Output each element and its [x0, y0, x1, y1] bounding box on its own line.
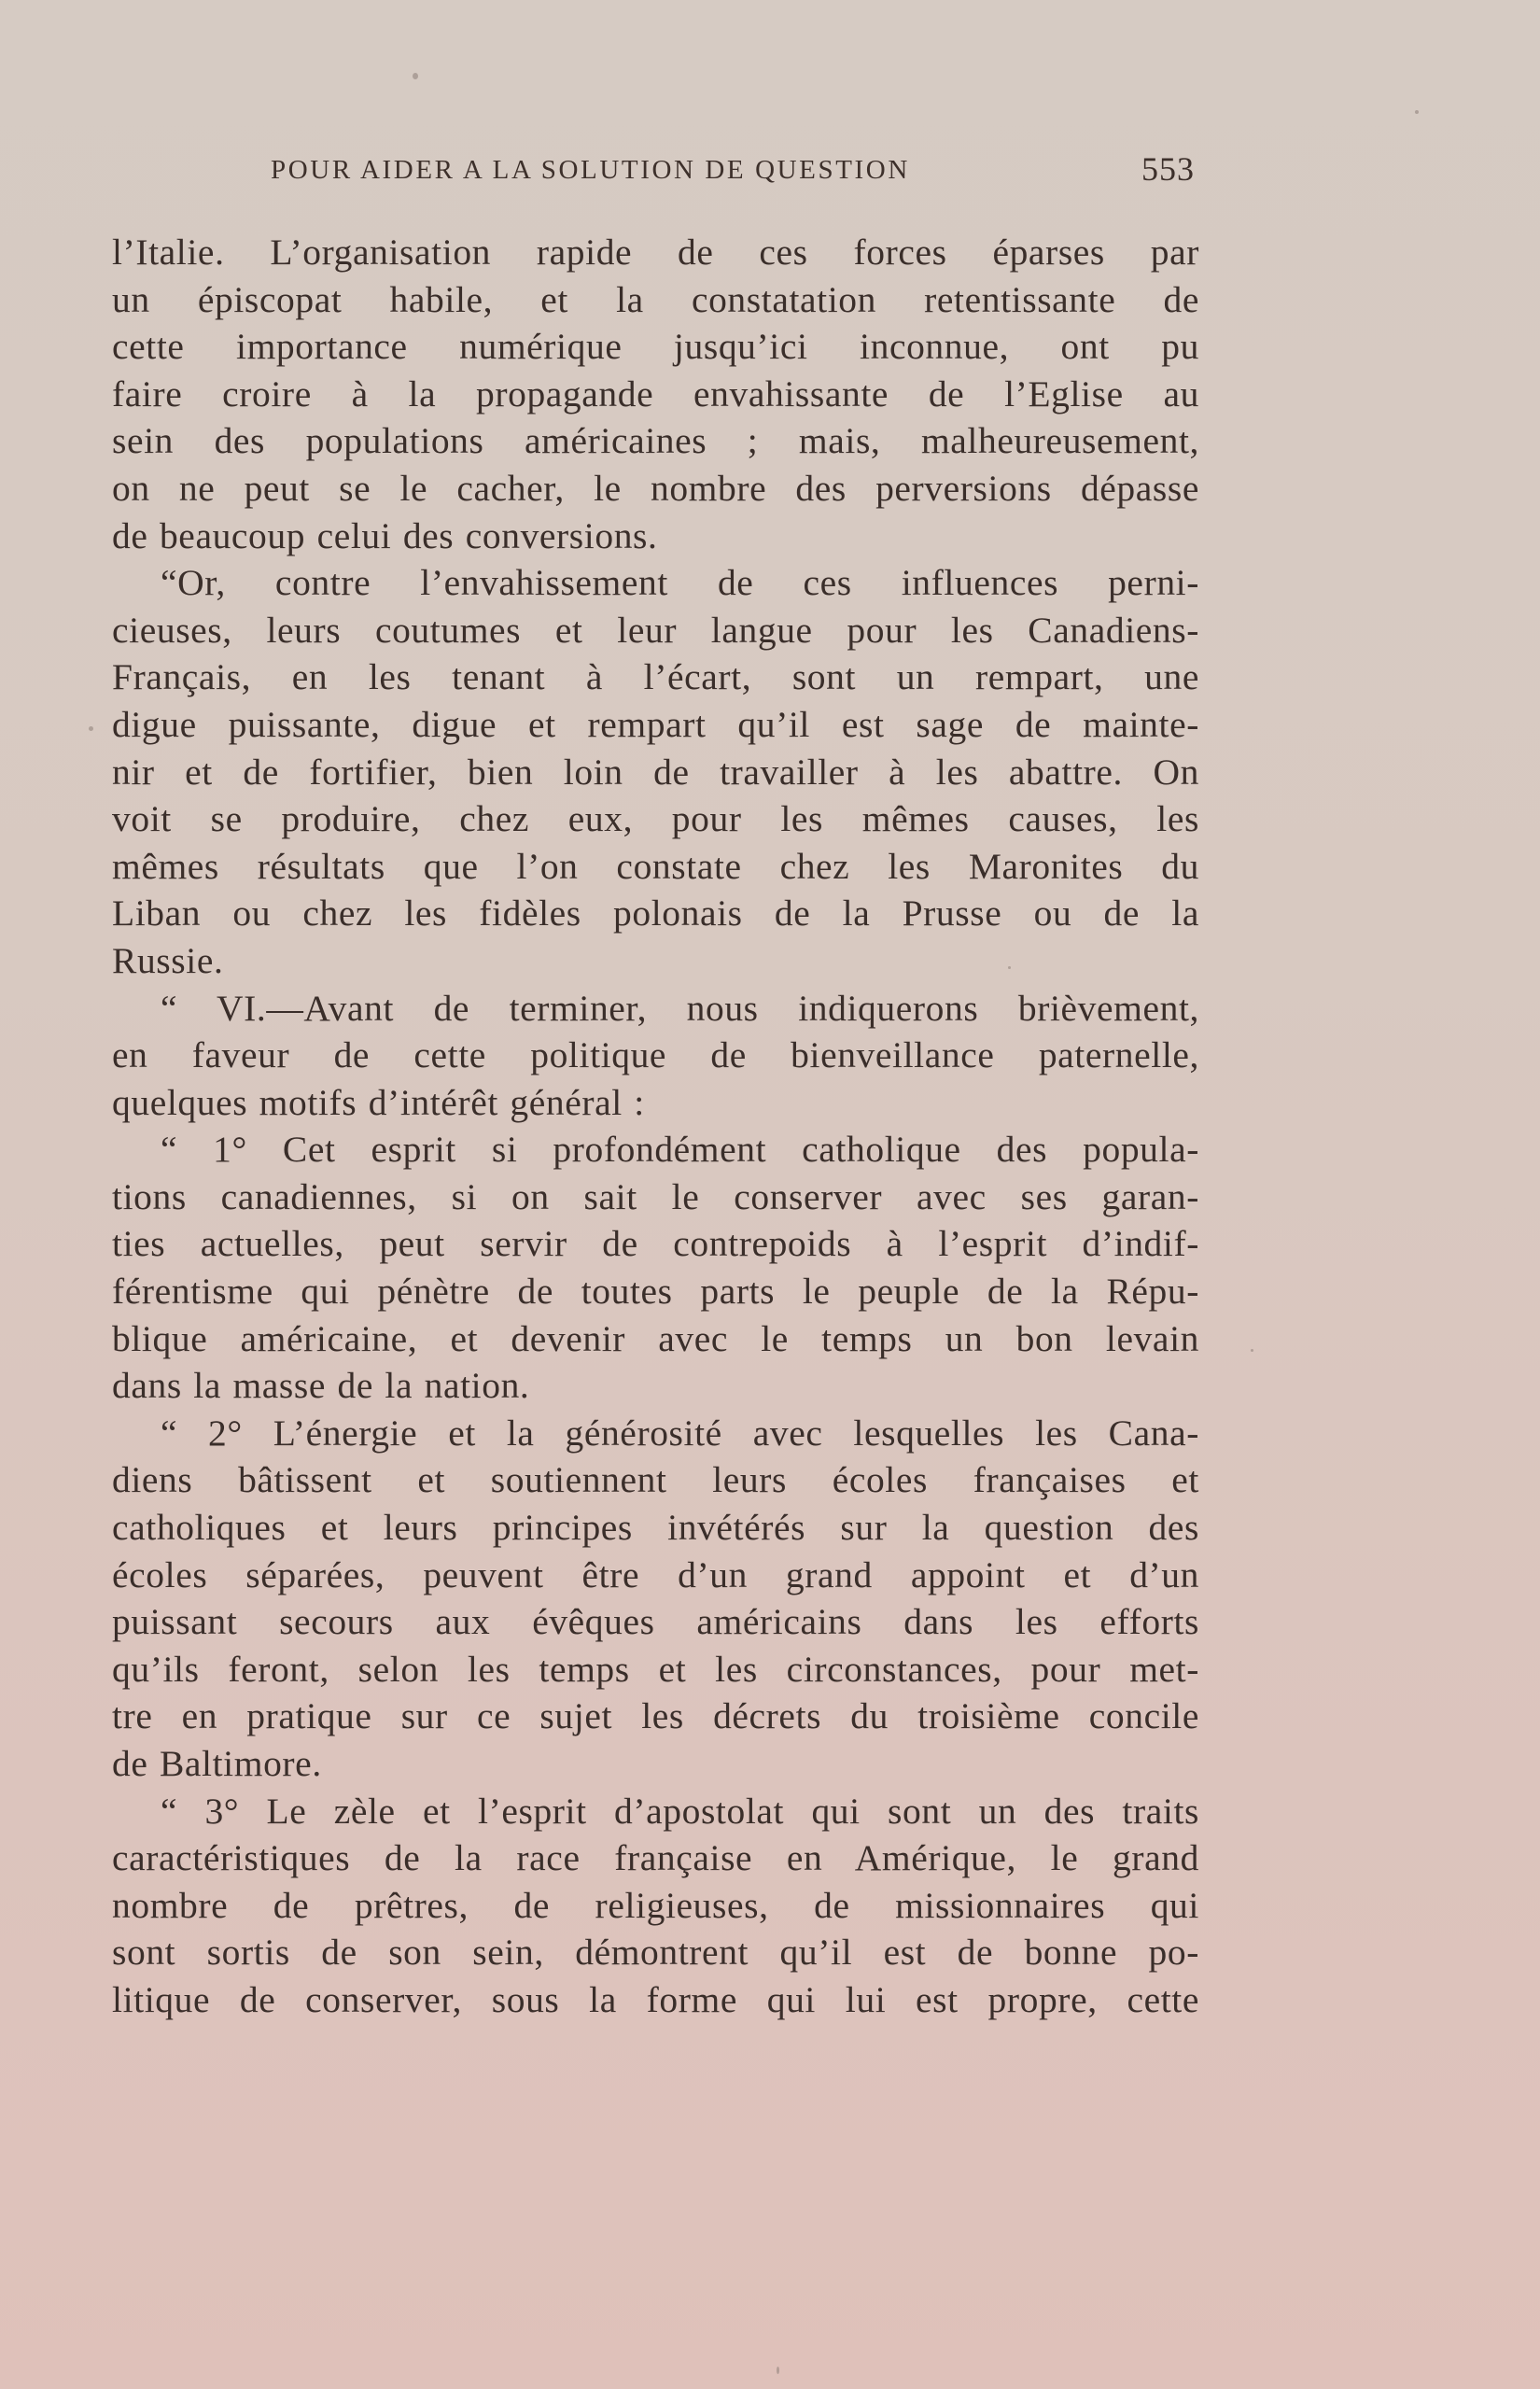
text-line: “ 1° Cet esprit si profondément catholique des popula- — [161, 1129, 1199, 1171]
text-line: l’Italie. L’organisation rapide de ces forces éparses par — [112, 232, 1199, 273]
text-line: nombre de prêtres, de religieuses, de missionnaires qui — [112, 1884, 1199, 1926]
page-number: 553 — [1141, 150, 1195, 188]
text-line: férentisme qui pénètre de toutes parts le peuple de la Répu- — [112, 1271, 1199, 1313]
running-head — [271, 149, 1195, 190]
text-line: sont sortis de son sein, démontrent qu’il est de bonne po- — [112, 1932, 1199, 1974]
text-line: “Or, contre l’envahissement de ces influences perni- — [161, 562, 1199, 604]
text-line: Liban ou chez les fidèles polonais de la Prusse ou de la — [112, 892, 1199, 935]
body-text — [112, 229, 1199, 2024]
running-title: POUR AIDER A LA SOLUTION DE QUESTION — [271, 155, 910, 185]
text-line: ties actuelles, peut servir de contrepoids à l’esprit d’indif- — [112, 1223, 1199, 1265]
text-line: litique de conserver, sous la forme qui lui est propre, cette — [112, 1978, 1199, 2020]
text-line: nir et de fortifier, bien loin de travailler à les abattre. On — [112, 751, 1199, 793]
text-line: cieuses, leurs coutumes et leur langue pour les Canadiens- — [112, 609, 1199, 651]
text-line: puissant secours aux évêques américains dans les efforts — [112, 1601, 1199, 1643]
text-line: de beaucoup celui des conversions. — [112, 514, 658, 556]
text-line: Français, en les tenant à l’écart, sont un rempart, une — [112, 656, 1199, 698]
text-line: caractéristiques de la race française en Amérique, le grand — [112, 1837, 1199, 1879]
text-line: quelques motifs d’intérêt général : — [112, 1081, 645, 1123]
text-line: voit se produire, chez eux, pour les mêmes causes, les — [112, 798, 1199, 840]
text-line: en faveur de cette politique de bienveillance paternelle, — [112, 1034, 1199, 1076]
text-line: “ 2° L’énergie et la générosité avec lesquelles les Cana- — [161, 1412, 1199, 1454]
text-line: de Baltimore. — [112, 1743, 322, 1784]
text-line: tre en pratique sur ce sujet les décrets du troisième concile — [112, 1695, 1199, 1737]
text-line: “ 3° Le zèle et l’esprit d’apostolat qui sont un des traits — [161, 1790, 1199, 1832]
text-line: diens bâtissent et soutiennent leurs écoles françaises et — [112, 1459, 1199, 1501]
text-line: écoles séparées, peuvent être d’un grand appoint et d’un — [112, 1553, 1199, 1595]
text-line: tions canadiennes, si on sait le conserver avec ses garan- — [112, 1175, 1199, 1217]
text-line: catholiques et leurs principes invétérés sur la question des — [112, 1507, 1199, 1549]
text-line: digue puissante, digue et rempart qu’il est sage de mainte- — [112, 703, 1199, 745]
text-line: qu’ils feront, selon les temps et les circonstances, pour met- — [112, 1648, 1199, 1690]
text-line: on ne peut se le cacher, le nombre des perversions dépasse — [112, 467, 1199, 509]
text-line: faire croire à la propagande envahissante de l’Eglise au — [112, 372, 1199, 415]
text-line: cette importance numérique jusqu’ici inconnue, ont pu — [112, 326, 1199, 368]
text-line: blique américaine, et devenir avec le temps un bon levain — [112, 1317, 1199, 1359]
text-line: dans la masse de la nation. — [112, 1365, 530, 1407]
text-line: un épiscopat habile, et la constatation retentissante de — [112, 278, 1199, 320]
text-line: sein des populations américaines ; mais, malheureusement, — [112, 420, 1199, 462]
text-line: “ VI.—Avant de terminer, nous indiquerons brièvement, — [161, 987, 1199, 1029]
text-line: mêmes résultats que l’on constate chez les Maronites du — [112, 845, 1199, 887]
text-line: Russie. — [112, 939, 224, 981]
